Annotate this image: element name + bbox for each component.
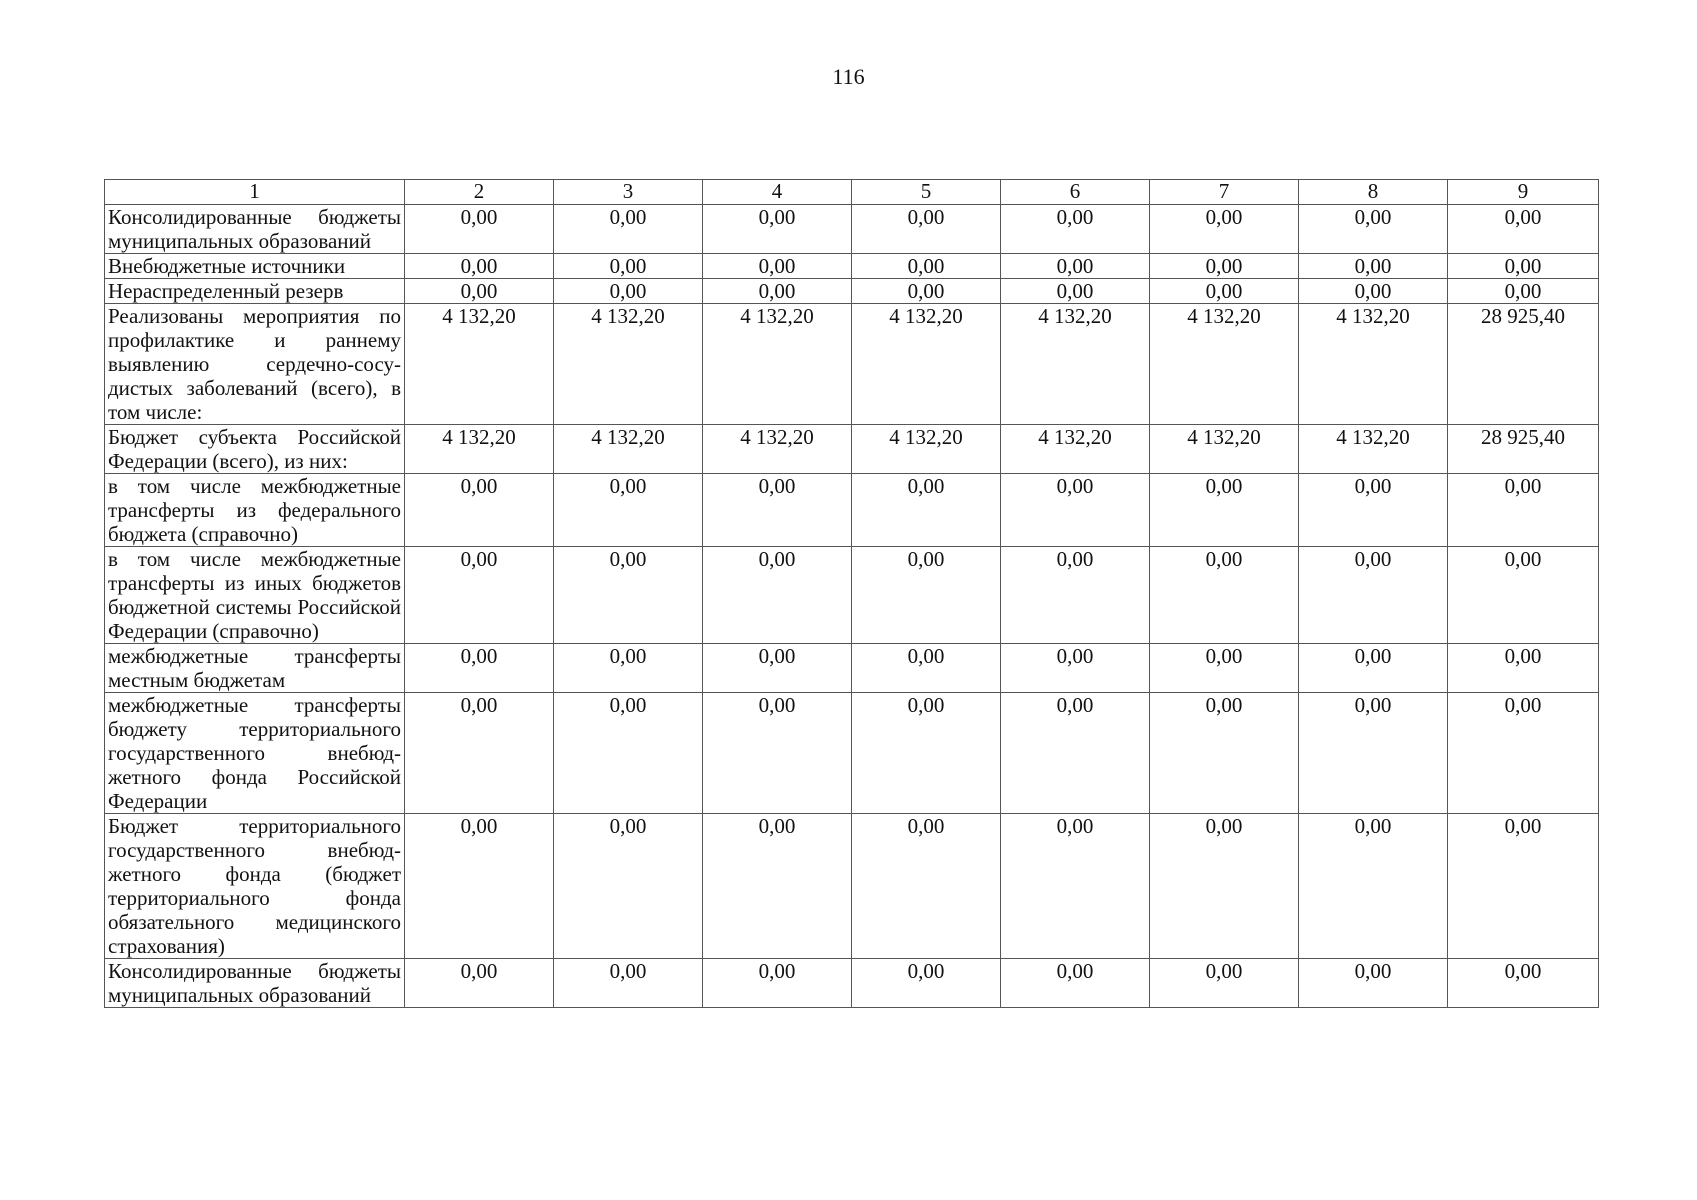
table-body <box>105 205 1599 1008</box>
table-cell-value: 4 132,20 <box>1001 304 1150 425</box>
table-cell-value: 0,00 <box>554 279 703 304</box>
table-cell-value: 0,00 <box>405 205 554 254</box>
table-cell-value: 0,00 <box>405 547 554 644</box>
column-header: 7 <box>1150 180 1299 205</box>
table-row <box>105 693 1599 814</box>
table-cell-value: 0,00 <box>554 644 703 693</box>
table-row <box>105 425 1599 474</box>
table-cell-value: 0,00 <box>1448 254 1599 279</box>
table-cell-value: 0,00 <box>1448 959 1599 1008</box>
column-header: 8 <box>1299 180 1448 205</box>
table-cell-value: 4 132,20 <box>554 425 703 474</box>
table-cell-value: 0,00 <box>1150 959 1299 1008</box>
table-cell-value: 0,00 <box>1150 474 1299 547</box>
table-cell-value: 0,00 <box>554 814 703 959</box>
table-cell-value: 0,00 <box>1448 814 1599 959</box>
table-cell-value: 4 132,20 <box>554 304 703 425</box>
table-cell-value: 0,00 <box>1448 279 1599 304</box>
column-header: 5 <box>852 180 1001 205</box>
table-cell-value: 0,00 <box>1299 814 1448 959</box>
row-label: межбюджетные трансферты местным бюджетам <box>105 644 405 693</box>
table-cell-value: 0,00 <box>554 205 703 254</box>
row-label: межбюджетные трансферты бюджету территориального государственного внебюджетного фонда Российской Федерации <box>105 693 405 814</box>
header-row <box>105 180 1599 205</box>
table-cell-value: 0,00 <box>703 959 852 1008</box>
table-cell-value: 0,00 <box>1001 959 1150 1008</box>
table-cell-value: 0,00 <box>1299 644 1448 693</box>
table-cell-value: 0,00 <box>703 254 852 279</box>
table-cell-value: 4 132,20 <box>1150 304 1299 425</box>
column-header: 6 <box>1001 180 1150 205</box>
table-row <box>105 474 1599 547</box>
table-cell-value: 0,00 <box>1448 547 1599 644</box>
table-cell-value: 0,00 <box>1448 693 1599 814</box>
page-number: 116 <box>832 64 865 89</box>
table-cell-value: 0,00 <box>405 474 554 547</box>
table-cell-value: 0,00 <box>554 547 703 644</box>
table-cell-value: 0,00 <box>1001 814 1150 959</box>
table-cell-value: 0,00 <box>1299 547 1448 644</box>
table-cell-value: 4 132,20 <box>1001 425 1150 474</box>
table-cell-value: 0,00 <box>852 693 1001 814</box>
table-cell-value: 0,00 <box>1001 693 1150 814</box>
table-cell-value: 4 132,20 <box>405 425 554 474</box>
table-cell-value: 0,00 <box>1150 205 1299 254</box>
table-cell-value: 0,00 <box>405 959 554 1008</box>
table-cell-value: 0,00 <box>1448 474 1599 547</box>
table-cell-value: 0,00 <box>1448 644 1599 693</box>
table-cell-value: 0,00 <box>1150 693 1299 814</box>
table-cell-value: 0,00 <box>703 279 852 304</box>
row-label: Реализованы мероприятия по профилактике и раннему выявлению сердечно-сосудистых заболеваний (всего), в том числе: <box>105 304 405 425</box>
table-cell-value: 0,00 <box>852 547 1001 644</box>
table-cell-value: 4 132,20 <box>852 304 1001 425</box>
table-cell-value: 0,00 <box>1150 547 1299 644</box>
table-cell-value: 0,00 <box>1299 474 1448 547</box>
row-label: Консолидированные бюджеты муниципальных образований <box>105 205 405 254</box>
column-header: 3 <box>554 180 703 205</box>
table-cell-value: 0,00 <box>703 205 852 254</box>
table-cell-value: 4 132,20 <box>1299 425 1448 474</box>
table-cell-value: 0,00 <box>1299 959 1448 1008</box>
table-cell-value: 0,00 <box>1001 474 1150 547</box>
table-cell-value: 0,00 <box>1448 205 1599 254</box>
table-cell-value: 0,00 <box>852 814 1001 959</box>
table-cell-value: 4 132,20 <box>1150 425 1299 474</box>
table-row <box>105 205 1599 254</box>
table-cell-value: 0,00 <box>554 693 703 814</box>
budget-table <box>104 179 1599 1008</box>
table-cell-value: 0,00 <box>1299 279 1448 304</box>
table-cell-value: 0,00 <box>405 693 554 814</box>
table-cell-value: 0,00 <box>554 254 703 279</box>
table-cell-value: 0,00 <box>852 279 1001 304</box>
table-row <box>105 304 1599 425</box>
table-cell-value: 4 132,20 <box>1299 304 1448 425</box>
table-cell-value: 0,00 <box>405 279 554 304</box>
table-row <box>105 814 1599 959</box>
table-cell-value: 0,00 <box>703 693 852 814</box>
table-cell-value: 0,00 <box>405 814 554 959</box>
table-cell-value: 0,00 <box>1001 205 1150 254</box>
row-label: в том числе межбюджетные трансферты из федерального бюджета (справочно) <box>105 474 405 547</box>
table-cell-value: 4 132,20 <box>703 304 852 425</box>
table-cell-value: 0,00 <box>405 644 554 693</box>
table-row <box>105 644 1599 693</box>
table-cell-value: 0,00 <box>703 474 852 547</box>
table-cell-value: 0,00 <box>1001 279 1150 304</box>
table-cell-value: 4 132,20 <box>405 304 554 425</box>
table-row <box>105 959 1599 1008</box>
table-cell-value: 0,00 <box>554 474 703 547</box>
table-cell-value: 0,00 <box>703 814 852 959</box>
table-cell-value: 0,00 <box>1150 644 1299 693</box>
table-cell-value: 0,00 <box>1001 547 1150 644</box>
column-header: 2 <box>405 180 554 205</box>
table-cell-value: 0,00 <box>852 959 1001 1008</box>
row-label: Бюджет субъекта Российской Федерации (всего), из них: <box>105 425 405 474</box>
table-cell-value: 0,00 <box>1299 254 1448 279</box>
table-row <box>105 254 1599 279</box>
table-row <box>105 547 1599 644</box>
table-cell-value: 0,00 <box>1001 254 1150 279</box>
table-cell-value: 0,00 <box>852 254 1001 279</box>
table-cell-value: 4 132,20 <box>852 425 1001 474</box>
row-label: Бюджет территориального государственного внебюджетного фонда (бюджет территориального фонда обязательного медицинского страхования) <box>105 814 405 959</box>
table-cell-value: 0,00 <box>1001 644 1150 693</box>
table-cell-value: 28 925,40 <box>1448 304 1599 425</box>
table-cell-value: 0,00 <box>1150 279 1299 304</box>
table-cell-value: 0,00 <box>1150 254 1299 279</box>
row-label: Нераспределенный резерв <box>105 279 405 304</box>
table-cell-value: 0,00 <box>703 644 852 693</box>
column-header: 1 <box>105 180 405 205</box>
table-cell-value: 0,00 <box>852 205 1001 254</box>
table-cell-value: 0,00 <box>1299 693 1448 814</box>
table-cell-value: 0,00 <box>852 644 1001 693</box>
table-cell-value: 28 925,40 <box>1448 425 1599 474</box>
row-label: в том числе межбюджетные трансферты из иных бюджетов бюджетной системы Российской Федерации (справочно) <box>105 547 405 644</box>
column-header: 4 <box>703 180 852 205</box>
table-cell-value: 0,00 <box>554 959 703 1008</box>
table-cell-value: 0,00 <box>703 547 852 644</box>
table-cell-value: 0,00 <box>1299 205 1448 254</box>
table-cell-value: 4 132,20 <box>703 425 852 474</box>
column-header: 9 <box>1448 180 1599 205</box>
table-cell-value: 0,00 <box>1150 814 1299 959</box>
table-cell-value: 0,00 <box>405 254 554 279</box>
row-label: Внебюджетные источники <box>105 254 405 279</box>
table-cell-value: 0,00 <box>852 474 1001 547</box>
row-label: Консолидированные бюджеты муниципальных образований <box>105 959 405 1008</box>
table-row <box>105 279 1599 304</box>
